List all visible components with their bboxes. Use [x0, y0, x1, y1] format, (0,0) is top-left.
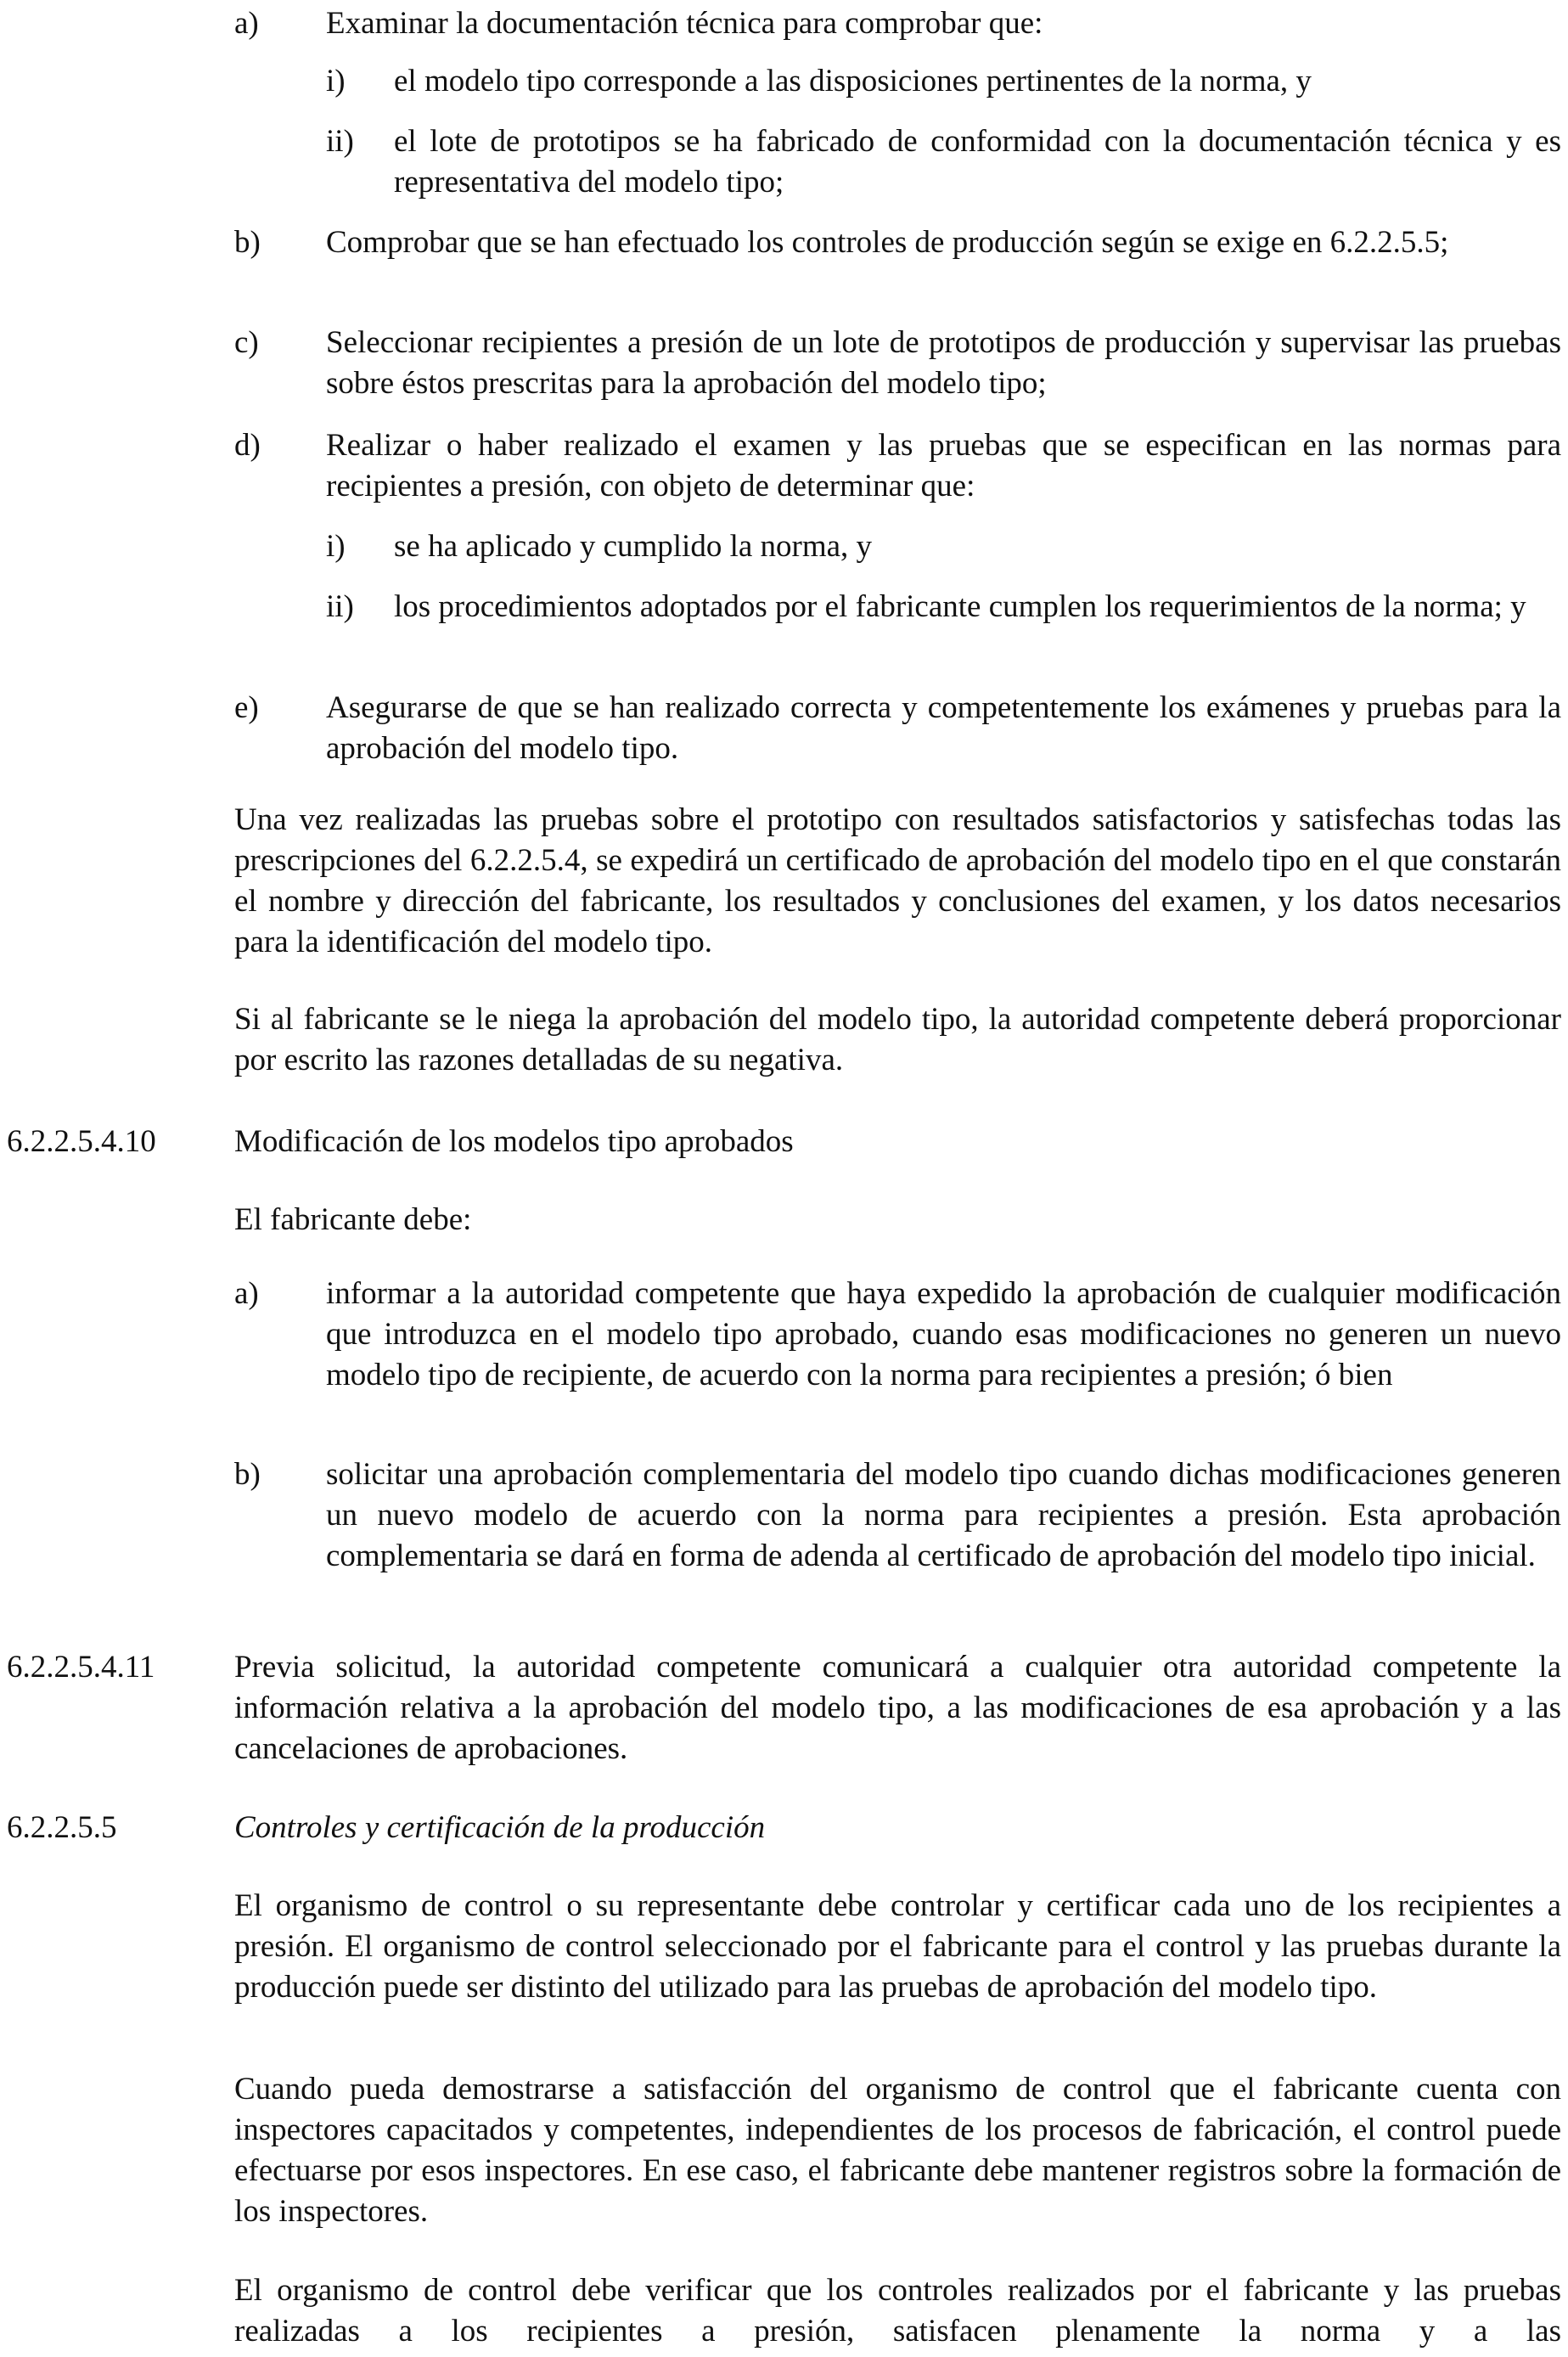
mod-list-item-a: informar a la autoridad competente que haya expedido la aprobación de cualquier modificación que introduzca en el modelo tipo aprobado, cuando esas modificaciones no generen un nuevo modelo tipo de recipiente, de acuerdo con la norma para recipientes a presión; ó bien [326, 1276, 1561, 1392]
paragraph-certificado: Una vez realizadas las pruebas sobre el prototipo con resultados satisfactorios y satisfechas todas las prescripciones del 6.2.2.5.4, se expedirá un certificado de aprobación del modelo tipo en el que constarán el nombre y dirección del fabricante, los resultados y conclusiones del examen, y los datos necesarios para la identificación del modelo tipo. [234, 802, 1561, 959]
mod-list-item-b: solicitar una aprobación complementaria del modelo tipo cuando dichas modificaciones generen un nuevo modelo de acuerdo con la norma para recipientes a presión. Esta aprobación complementaria se dará en forma de adenda al certificado de aprobación del modelo tipo inicial. [326, 1457, 1561, 1573]
section-5-5-paragraph-1: El organismo de control o su representante debe controlar y certificar cada uno de los recipientes a presión. El organismo de control seleccionado por el fabricante para el control y las pruebas durante la producción puede ser distinto del utilizado para las pruebas de aprobación del modelo tipo. [234, 1888, 1561, 2005]
section-5-5-paragraph-2: Cuando pueda demostrarse a satisfacción del organismo de control que el fabricante cuenta con inspectores capacitados y competentes, independientes de los procesos de fabricación, el control puede efectuarse por esos inspectores. En ese caso, el fabricante debe mantener registros sobre la formación de los inspectores. [234, 2072, 1561, 2229]
section-text-4-11: Previa solicitud, la autoridad competente comunicará a cualquier otra autoridad competente la información relativa a la aprobación del modelo tipo, a las modificaciones de esa aprobación y a las cancelaciones de aprobaciones. [234, 1650, 1561, 1766]
sublist-item-a-i: el modelo tipo corresponde a las disposiciones pertinentes de la norma, y [394, 64, 1312, 98]
section-intro-4-10: El fabricante debe: [234, 1202, 472, 1237]
list-item-e: Asegurarse de que se han realizado correcta y competentemente los exámenes y pruebas para la aprobación del modelo tipo. [326, 690, 1561, 766]
sublist-label-a-i: i) [326, 64, 346, 98]
sublist-item-d-ii: los procedimientos adoptados por el fabricante cumplen los requerimientos de la norma; y [394, 589, 1526, 624]
section-number-4-11: 6.2.2.5.4.11 [7, 1650, 155, 1685]
list-item-d: Realizar o haber realizado el examen y las pruebas que se especifican en las normas para recipientes a presión, con objeto de determinar que: [326, 428, 1561, 503]
section-title-5-5: Controles y certificación de la producción [234, 1810, 766, 1845]
list-label-a: a) [234, 6, 259, 41]
paragraph-negativa: Si al fabricante se le niega la aprobación del modelo tipo, la autoridad competente deberá proporcionar por escrito las razones detalladas de su negativa. [234, 1002, 1561, 1077]
list-item-c: Seleccionar recipientes a presión de un lote de prototipos de producción y supervisar las pruebas sobre éstos prescritas para la aprobación del modelo tipo; [326, 325, 1561, 401]
sublist-label-d-i: i) [326, 529, 346, 564]
mod-list-label-b: b) [234, 1457, 261, 1492]
sublist-item-d-i: se ha aplicado y cumplido la norma, y [394, 529, 873, 564]
list-item-a: Examinar la documentación técnica para comprobar que: [326, 6, 1043, 41]
sublist-item-a-ii: el lote de prototipos se ha fabricado de conformidad con la documentación técnica y es representativa del modelo tipo; [394, 124, 1561, 200]
section-number-4-10: 6.2.2.5.4.10 [7, 1124, 156, 1159]
sublist-label-a-ii: ii) [326, 124, 354, 159]
list-label-e: e) [234, 690, 259, 725]
section-title-4-10: Modificación de los modelos tipo aprobados [234, 1124, 794, 1159]
list-label-b: b) [234, 225, 261, 260]
mod-list-label-a: a) [234, 1276, 259, 1311]
section-5-5-paragraph-3: El organismo de control debe verificar que los controles realizados por el fabricante y las pruebas realizadas a los recipientes a presión, satisfacen plenamente la norma y a las [234, 2273, 1561, 2349]
list-label-d: d) [234, 428, 261, 463]
list-label-c: c) [234, 325, 259, 360]
sublist-label-d-ii: ii) [326, 589, 354, 624]
section-number-5-5: 6.2.2.5.5 [7, 1810, 117, 1845]
list-item-b: Comprobar que se han efectuado los controles de producción según se exige en 6.2.2.5.5; [326, 225, 1449, 260]
